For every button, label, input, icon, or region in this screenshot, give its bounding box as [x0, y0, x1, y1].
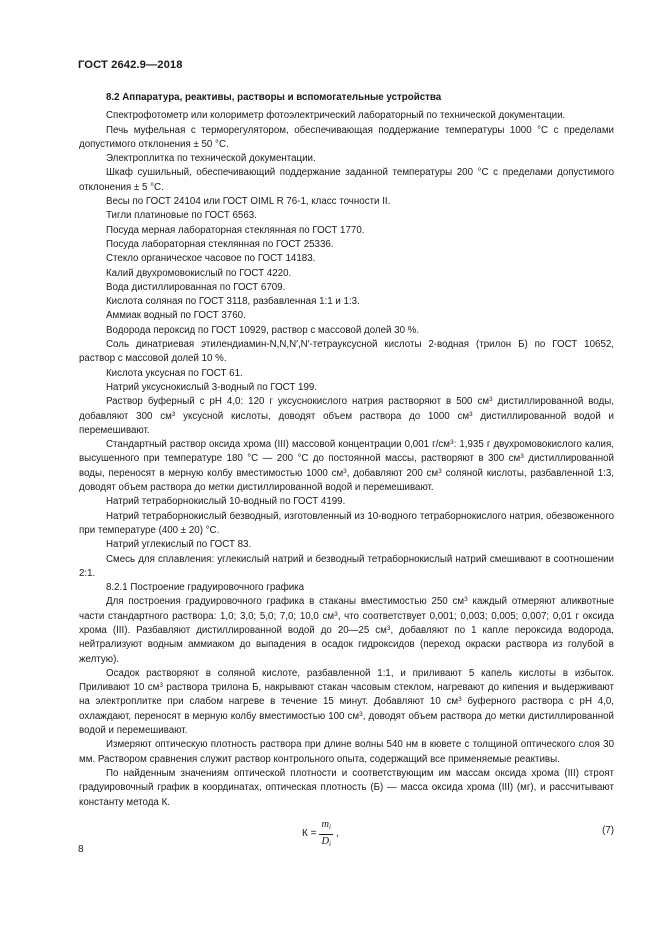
- paragraph: Посуда мерная лабораторная стеклянная по ГОСТ 1770.: [106, 224, 365, 236]
- section-title: 8.2 Аппаратура, реактивы, растворы и вспомогательные устройства: [106, 92, 442, 103]
- formula-expression: [302, 819, 339, 850]
- paragraph: Шкаф сушильный, обеспечивающий поддержание заданной температуры 200 °C с пределами допустимого отклонения ± 5 °C.: [79, 167, 614, 193]
- paragraph: Калий двухромовокислый по ГОСТ 4220.: [106, 267, 292, 279]
- paragraph-list: [79, 109, 614, 810]
- formula-fraction: [319, 819, 333, 850]
- paragraph: Электроплитка по технической документации.: [106, 153, 316, 165]
- paragraph: Для построения градуировочного графика в стаканы вместимостью 250 $см^3$ каждый отмеряют аликвотные части стандартного раствора: 1,0; 3,0; 5,0; 7,0; 10,0 $см^3$, что соответствует 0,001; 0,003; 0,005; 0,007; 0,01 г оксида хрома (III). Разбавляют дистиллированной водой до 20—25 $см^3$, добавляют по 1 капле пероксида водорода, нейтрализуют водным аммиаком до выпадения в осадок гидроксидов (переход окраски раствора из голубой в желтую).: [79, 596, 614, 665]
- formula-denominator: $D_i$: [321, 835, 331, 848]
- paragraph: Посуда лабораторная стеклянная по ГОСТ 25336.: [106, 238, 334, 250]
- paragraph: Кислота уксусная по ГОСТ 61.: [106, 367, 243, 379]
- paragraph: Натрий тетраборнокислый 10-водный по ГОСТ 4199.: [106, 496, 346, 508]
- paragraph: По найденным значениям оптической плотности и соответствующим им массам оксида хрома (III) строят градуировочный график в координатах, оптическая плотность (Б) — масса оксида хрома (III) (мг), и рассчитывают константу метода К.: [79, 767, 614, 808]
- paragraph: Стекло органическое часовое по ГОСТ 14183.: [106, 253, 316, 265]
- paragraph: Соль динатриевая этилендиамин-N,N,N′,N′-тетрауксусной кислоты 2-водная (трилон Б) по ГОСТ 10652, раствор с массовой долей 10 %.: [79, 339, 614, 365]
- paragraph: Печь муфельная с терморегулятором, обеспечивающая поддержание температуры 1000 °C с пределами допустимого отклонения ± 50 °C.: [79, 124, 614, 150]
- paragraph: Спектрофотометр или колориметр фотоэлектрический лабораторный по технической документации.: [106, 110, 566, 122]
- document-header: ГОСТ 2642.9—2018: [78, 59, 183, 71]
- formula-number: (7): [602, 824, 614, 836]
- paragraph: Смесь для сплавления: углекислый натрий и безводный тетраборнокислый натрий смешивают в соотношении 2:1.: [79, 553, 614, 579]
- paragraph: 8.2.1 Построение градуировочного графика: [106, 582, 305, 594]
- paragraph: Тигли платиновые по ГОСТ 6563.: [106, 210, 257, 222]
- document-body: [79, 91, 614, 851]
- formula-trail: ,: [336, 828, 339, 840]
- paragraph: Кислота соляная по ГОСТ 3118, разбавленная 1:1 и 1:3.: [106, 296, 360, 308]
- formula-7: [79, 813, 614, 851]
- page-number: 8: [78, 844, 84, 855]
- paragraph: Водорода пероксид по ГОСТ 10929, раствор с массовой долей 30 %.: [106, 324, 420, 336]
- formula-lhs: К =: [302, 828, 317, 840]
- paragraph: Натрий тетраборнокислый безводный, изготовленный из 10-водного тетраборнокислого натрия, обезвоженного при температуре (400 ± 20) °C.: [79, 510, 614, 536]
- formula-numerator: $m_i$: [319, 819, 333, 835]
- paragraph: Натрий уксуснокислый 3-водный по ГОСТ 199.: [106, 381, 318, 393]
- paragraph: Стандартный раствор оксида хрома (III) массовой концентрации 0,001 $г/см^3$: 1,935 г двухромовокислого калия, высушенного при температуре 180 °C — 200 °C до постоянной массы, растворяют в 300 $см^3$ дистиллированной воды, переносят в мерную колбу вместимостью 1000 $см^3$, добавляют 200 $см^3$ соляной кислоты, разбавленной 1:3, доводят объем раствора до метки дистиллированной водой и перемешивают.: [79, 439, 614, 494]
- paragraph: Раствор буферный с рН 4,0: 120 г уксуснокислого натрия растворяют в 500 $см^3$ дистиллированной воды, добавляют 300 $см^3$ уксусной кислоты, доводят объем раствора до 1000 $см^3$ дистиллированной водой и перемешивают.: [79, 396, 614, 436]
- paragraph: Вода дистиллированная по ГОСТ 6709.: [106, 281, 286, 293]
- paragraph: Аммиак водный по ГОСТ 3760.: [106, 310, 246, 322]
- paragraph: Измеряют оптическую плотность раствора при длине волны 540 нм в кювете с толщиной оптического слоя 30 мм. Раствором сравнения служит раствор контрольного опыта, содержащий все применяемые реактивы.: [79, 739, 614, 765]
- paragraph: Натрий углекислый по ГОСТ 83.: [106, 539, 252, 551]
- paragraph: Весы по ГОСТ 24104 или ГОСТ OIML R 76-1, класс точности II.: [106, 196, 391, 208]
- paragraph: Осадок растворяют в соляной кислоте, разбавленной 1:1, и приливают 5 капель кислоты в избыток. Приливают 10 $см^3$ раствора трилона Б, накрывают стакан часовым стеклом, нагревают до кипения и выдерживают на электроплитке при слабом нагреве в течение 15 минут. Добавляют 10 $см^3$ буферного раствора с рН 4,0, охлаждают, переносят в мерную колбу вместимостью 100 $см^3$, доводят объем раствора до метки дистиллированной водой и перемешивают.: [79, 667, 614, 737]
